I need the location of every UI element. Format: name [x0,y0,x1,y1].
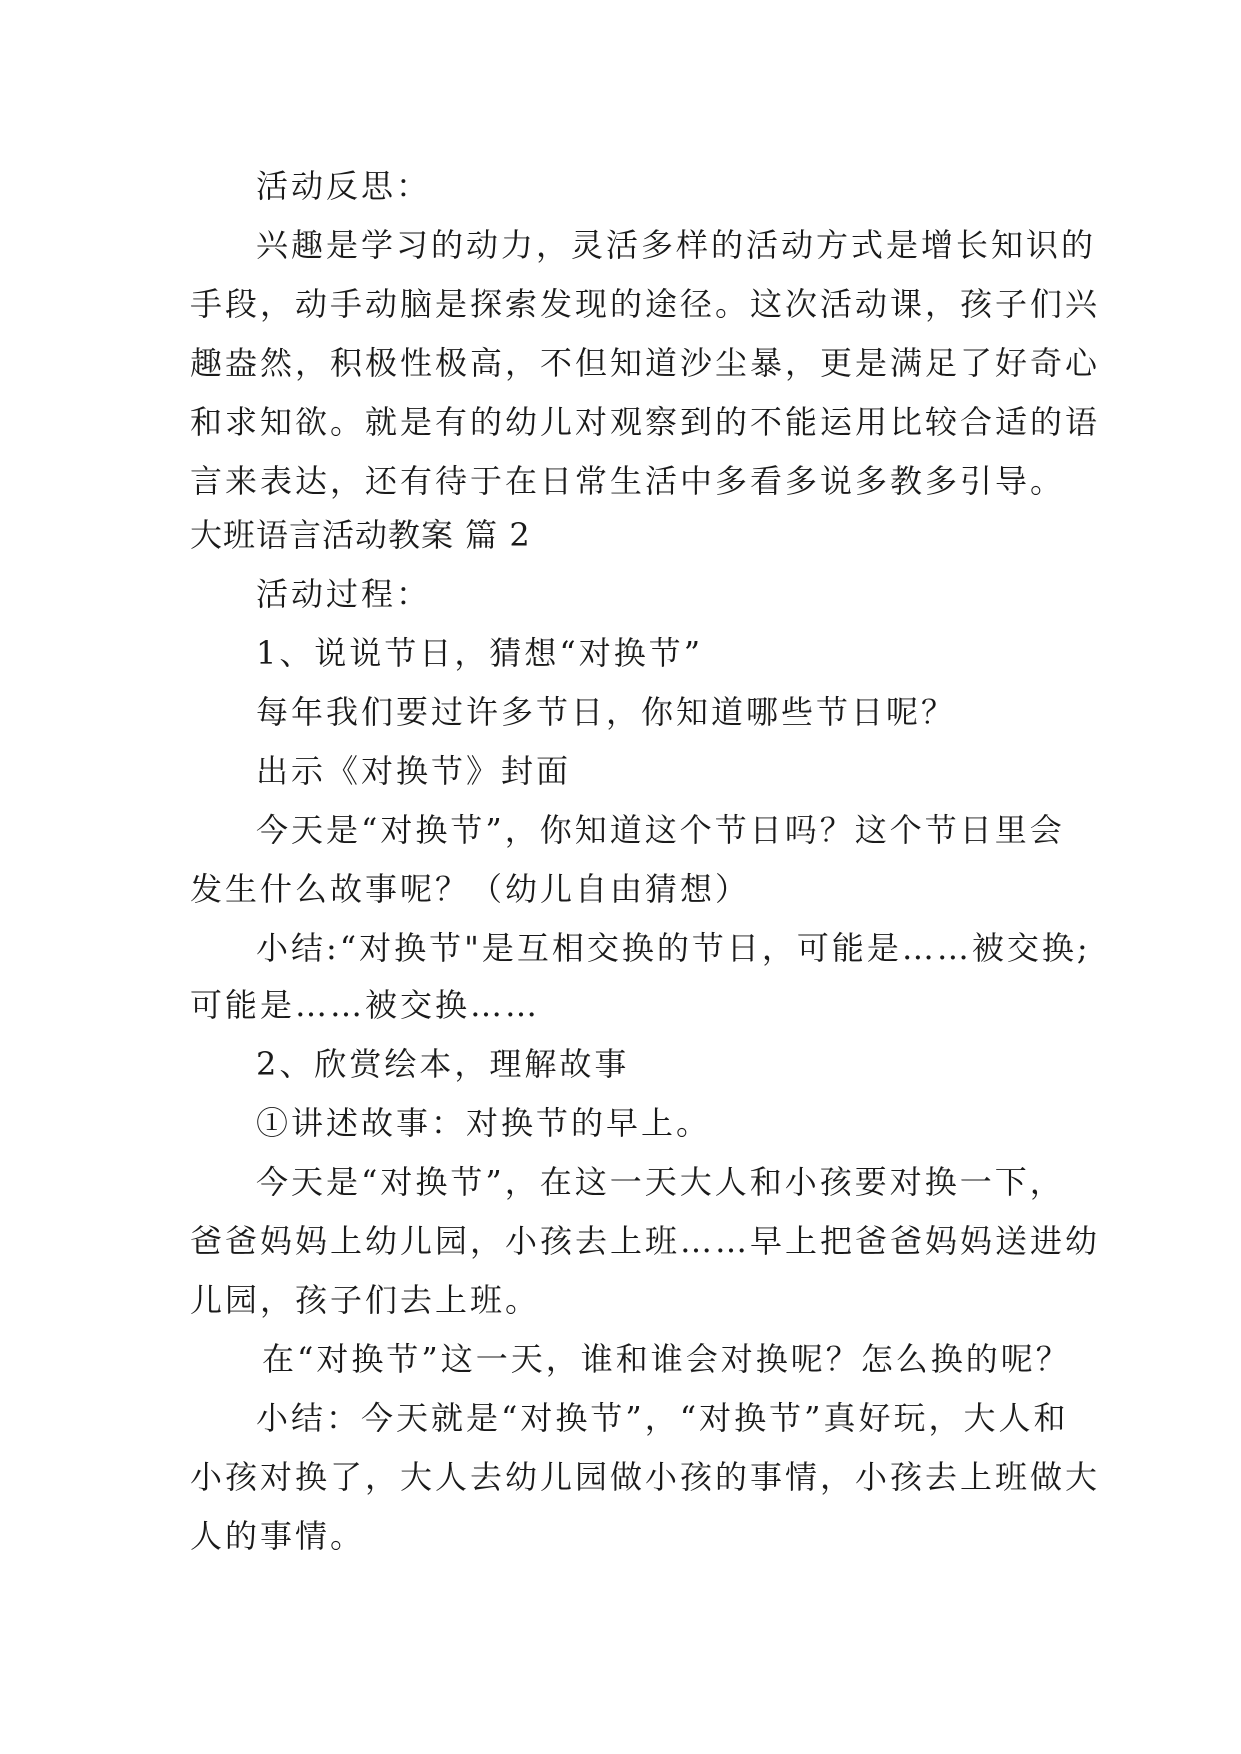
paragraph-line: 可能是……被交换…… [190,986,541,1024]
paragraph-line: 在“对换节”这一天，谁和谁会对换呢？怎么换的呢？ [262,1340,1071,1378]
paragraph-line: 小孩对换了，大人去幼儿园做小孩的事情，小孩去上班做大 [190,1458,1101,1496]
paragraph-line: 趣盎然，积极性极高，不但知道沙尘暴，更是满足了好奇心 [190,344,1101,382]
paragraph-line: 手段，动手动脑是探索发现的途径。这次活动课，孩子们兴 [190,285,1101,323]
paragraph-line: 小结:“对换节"是互相交换的节日，可能是……被交换; [256,929,1091,967]
paragraph-line: 每年我们要过许多节日，你知道哪些节日呢？ [256,693,957,731]
paragraph-line: 今天是“对换节”，你知道这个节日吗？这个节日里会 [256,811,1065,849]
paragraph-line: 发生什么故事呢？（幼儿自由猜想） [190,870,751,908]
paragraph-line: ①讲述故事：对换节的早上。 [256,1104,712,1142]
paragraph-line: 小结：今天就是“对换节”，“对换节”真好玩，大人和 [256,1399,1069,1437]
process-heading: 活动过程： [256,575,432,613]
paragraph-line: 和求知欲。就是有的幼儿对观察到的不能运用比较合适的语 [190,403,1101,441]
paragraph-line: 出示《对换节》封面 [256,752,572,790]
paragraph-line: 今天是“对换节”，在这一天大人和小孩要对换一下， [256,1163,1065,1201]
paragraph-line: 爸爸妈妈上幼儿园，小孩去上班……早上把爸爸妈妈送进幼 [190,1222,1101,1260]
reflection-heading: 活动反思： [256,167,432,205]
section-title: 大班语言活动教案 篇 2 [190,516,531,554]
paragraph-line: 言来表达，还有待于在日常生活中多看多说多教多引导。 [190,462,1066,500]
step-heading: 1、说说节日，猜想“对换节” [256,634,704,672]
paragraph-line: 儿园，孩子们去上班。 [190,1281,541,1319]
step-heading: 2、欣赏绘本，理解故事 [256,1045,630,1083]
paragraph-line: 兴趣是学习的动力，灵活多样的活动方式是增长知识的 [256,226,1097,264]
paragraph-line: 人的事情。 [190,1517,366,1555]
